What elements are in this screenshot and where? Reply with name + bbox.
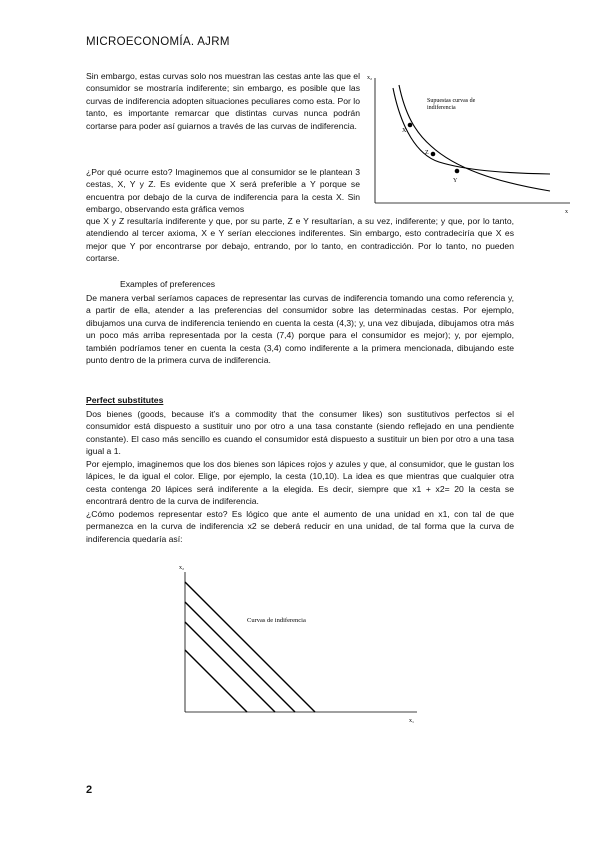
point-x: [408, 123, 413, 128]
indifference-line-2: [185, 622, 275, 712]
section-title-examples: Examples of preferences: [120, 279, 216, 289]
paragraph-example-pencils: Por ejemplo, imaginemos que los dos bienes son lápices rojos y azules y que, al consumidor, que le gustan los lápices, le da igual el color. Elige, por ejemplo, la cesta (10,10). La idea es que mientras que cualquier otra cesta contenga 20 lápices será indiferente a la elegida. Es decir, siempre que x1 + x2= 20 la cesta se encontrará dentro de la curva de indiferencia.: [86, 459, 514, 507]
page-number: 2: [86, 784, 93, 796]
paragraph-question-full: que X y Z resultaría indiferente y que, por su parte, Z e Y resultarían, a su vez, indiferente; y que, por lo tanto, atendiendo al tercer axioma, X e Y serían elecciones indiferentes. Sin embargo, esto contradeciría que X es mejor que Y por encontrarse por debajo, entrando, por lo tanto, en contradicción. Por lo tanto, no pueden cortarse.: [86, 216, 514, 264]
paragraph-representation: ¿Cómo podemos representar esto? Es lógico que ante el aumento de una unidad en x1, con tal de que permanezca en la curva de indiferencia x2 se deberá reducir en una unidad, de tal forma que la curva de indiferencia quedaría así:: [86, 509, 514, 544]
point-x-label: X: [402, 128, 407, 134]
point-z-label: Z: [425, 150, 429, 156]
point-z: [431, 152, 436, 157]
point-y-label: Y: [453, 178, 458, 184]
x-axis-label: x: [565, 209, 568, 215]
curves-label-line2: indiferencia: [427, 105, 456, 111]
perfect-substitutes-figure: [175, 560, 425, 725]
paragraph-intro: Sin embargo, estas curvas solo nos muestran las cestas ante las que el consumidor se mostraría indiferente; sin embargo, es posible que las curvas de indiferencia adopten situaciones peculiares como esta. Por lo tanto, es importante remarcar que distintas curvas nunca podrán cortarse para poder así guiarnos a través de las curvas de indiferencia.: [86, 71, 360, 131]
y-axis-label: x₂: [179, 565, 185, 571]
curves-label-line1: Supuestas curvas de: [427, 98, 476, 104]
y-axis-label: x₂: [367, 75, 373, 81]
paragraph-question-narrow: ¿Por qué ocurre esto? Imaginemos que al consumidor se le plantean 3 cestas, X, Y y Z. Es evidente que X será preferible a Y porque se encuentra por debajo de la curva de indiferencia para la cesta X. Sin embargo, observando esta gráfica vemos: [86, 167, 360, 215]
page-header: MICROECONOMÍA. AJRM: [86, 36, 230, 48]
crossing-curves-figure: [365, 70, 575, 215]
indifference-line-1: [185, 650, 247, 712]
curves-label: Curvas de indiferencia: [247, 617, 306, 624]
point-y: [455, 169, 460, 174]
paragraph-definition: Dos bienes (goods, because it’s a commodity that the consumer likes) son sustitutivos perfectos si el consumidor está dispuesto a sustituir uno por otro a una tasa constante (siendo reflejado en una pendiente constante). El caso más sencillo es cuando el consumidor está dispuesto a sustituir un bien por otro a una tasa igual a 1.: [86, 409, 514, 457]
heading-perfect-substitutes: Perfect substitutes: [86, 395, 164, 405]
x-axis-label: x₁: [409, 718, 415, 724]
paragraph-examples: De manera verbal seríamos capaces de representar las curvas de indiferencia tomando una como referencia y, a partir de ella, atender a las preferencias del consumidor sobre las determinadas cestas. Por ejemplo, dibujamos una curva de indiferencia teniendo en cuenta la cesta (4,3); y, una vez dibujada, dibujamos otra más un poco más arriba representada por la cesta (7,4) porque para el consumidor es mejor); y, por ejemplo, también podríamos tener en cuenta la cesta (3,4) como indiferente a la primera mencionada, dibujando este punto dentro de la primera curva de indiferencia.: [86, 293, 514, 366]
indifference-line-4: [185, 582, 315, 712]
